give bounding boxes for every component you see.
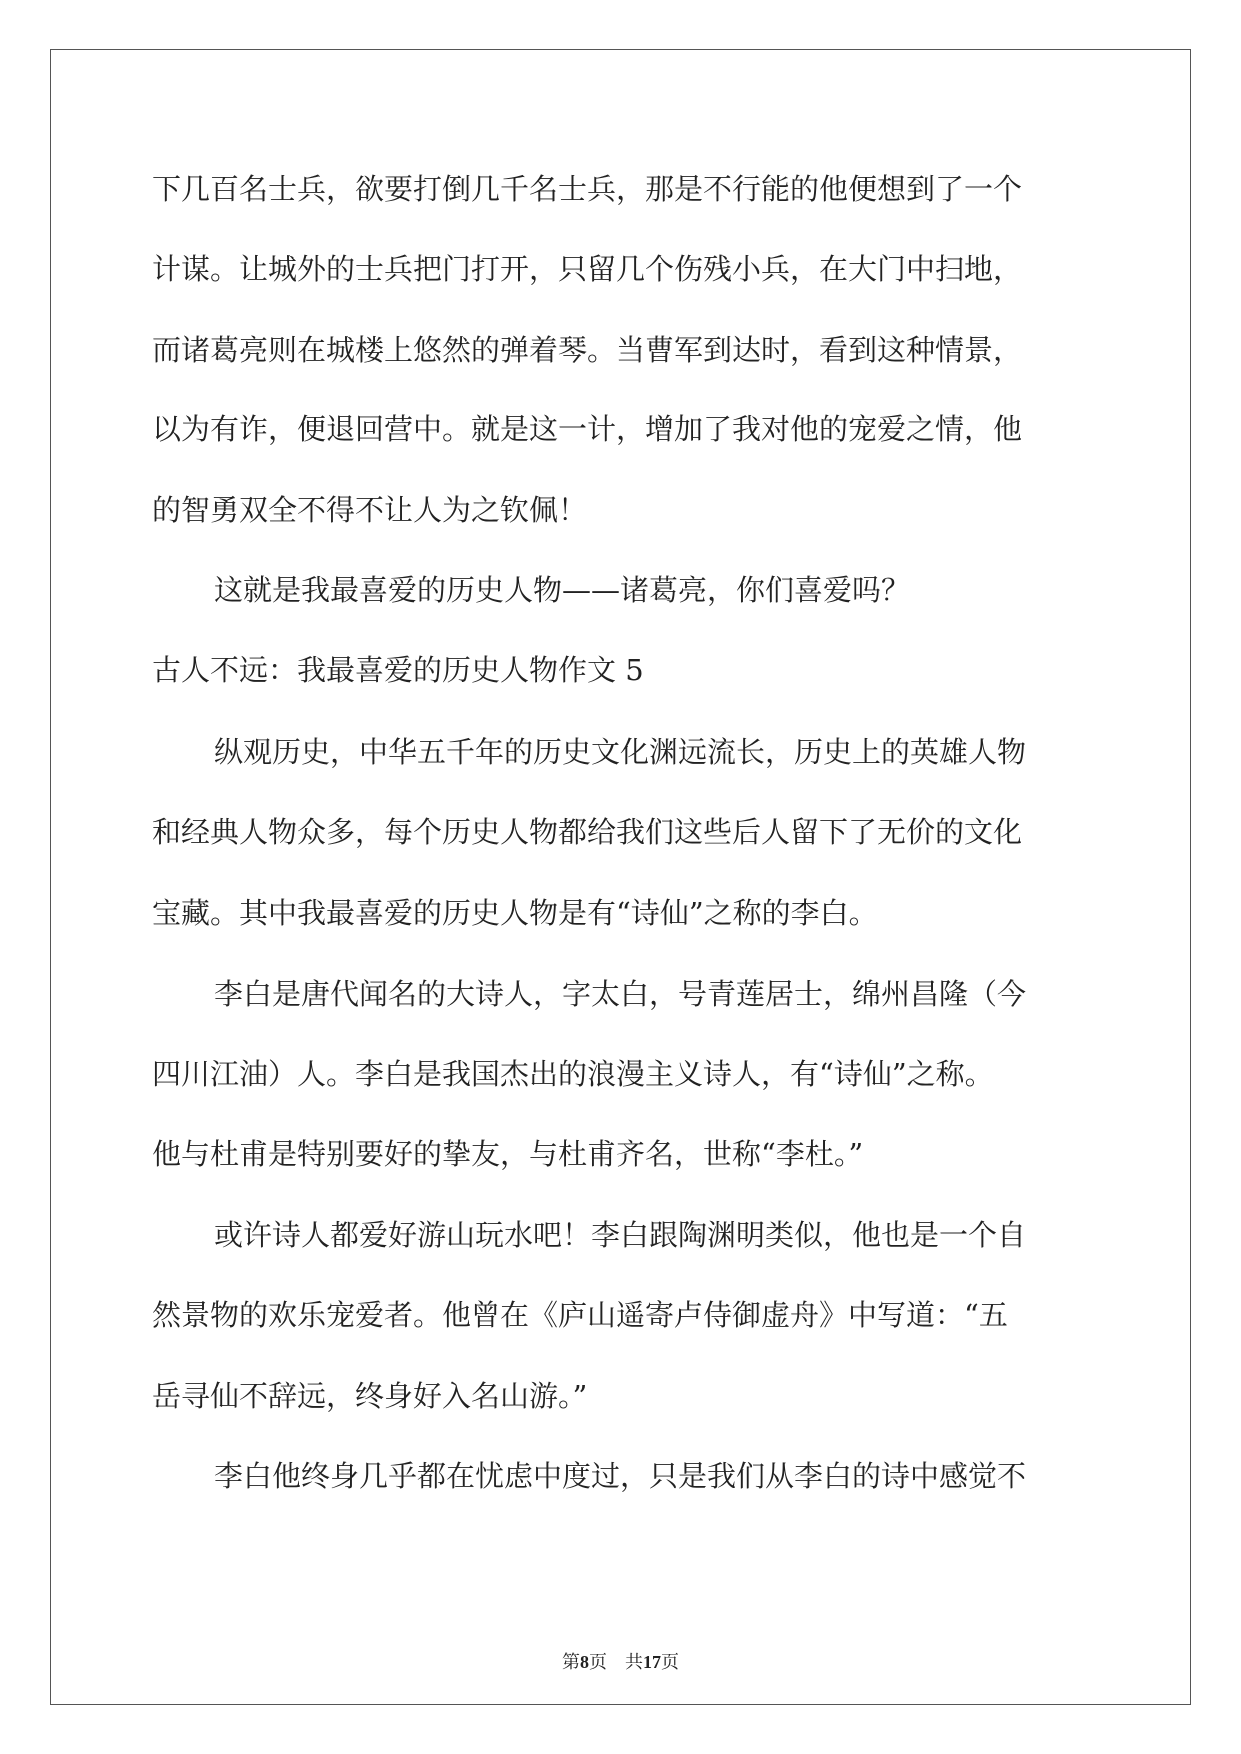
body-text-line: 而诸葛亮则在城楼上悠然的弹着琴。当曹军到达时，看到这种情景，: [152, 333, 1023, 367]
paragraph-first-line: 李白他终身几乎都在忧虑中度过，只是我们从李白的诗中感觉不: [214, 1459, 1027, 1493]
page-footer: [0, 1650, 1241, 1674]
page-current-number: 8: [580, 1652, 589, 1672]
body-text-line: 的智勇双全不得不让人为之钦佩！: [152, 493, 588, 527]
body-text-line: 宝藏。其中我最喜爱的历史人物是有“诗仙”之称的李白。: [152, 896, 878, 930]
body-text-line: 岳寻仙不辞远，终身好入名山游。”: [152, 1379, 588, 1413]
paragraph-first-line: 李白是唐代闻名的大诗人，字太白，号青莲居士，绵州昌隆（今: [214, 977, 1027, 1011]
page-prefix: 第: [562, 1652, 580, 1672]
paragraph-first-line: 或许诗人都爱好游山玩水吧！李白跟陶渊明类似，他也是一个自: [214, 1218, 1027, 1252]
body-text-line: 计谋。让城外的士兵把门打开，只留几个伤残小兵，在大门中扫地，: [152, 252, 1023, 286]
page-suffix: 页: [589, 1652, 607, 1672]
paragraph-first-line: 这就是我最喜爱的历史人物——诸葛亮，你们喜爱吗？: [214, 573, 911, 607]
body-text-line: 然景物的欢乐宠爱者。他曾在《庐山遥寄卢侍御虚舟》中写道：“五: [152, 1298, 1008, 1332]
body-text-line: 和经典人物众多，每个历史人物都给我们这些后人留下了无价的文化: [152, 815, 1023, 849]
page-total-number: 17: [643, 1652, 661, 1672]
body-text-line: 以为有诈，便退回营中。就是这一计，增加了我对他的宠爱之情，他: [152, 412, 1023, 446]
total-prefix: 共: [625, 1652, 643, 1672]
section-heading: 古人不远：我最喜爱的历史人物作文 5: [152, 653, 644, 687]
body-text-line: 他与杜甫是特别要好的挚友，与杜甫齐名，世称“李杜。”: [152, 1137, 864, 1171]
paragraph-first-line: 纵观历史，中华五千年的历史文化渊远流长，历史上的英雄人物: [214, 735, 1027, 769]
body-text-line: 下几百名士兵，欲要打倒几千名士兵，那是不行能的他便想到了一个: [152, 172, 1023, 206]
total-suffix: 页: [661, 1652, 679, 1672]
body-text-line: 四川江油）人。李白是我国杰出的浪漫主义诗人，有“诗仙”之称。: [152, 1057, 994, 1091]
